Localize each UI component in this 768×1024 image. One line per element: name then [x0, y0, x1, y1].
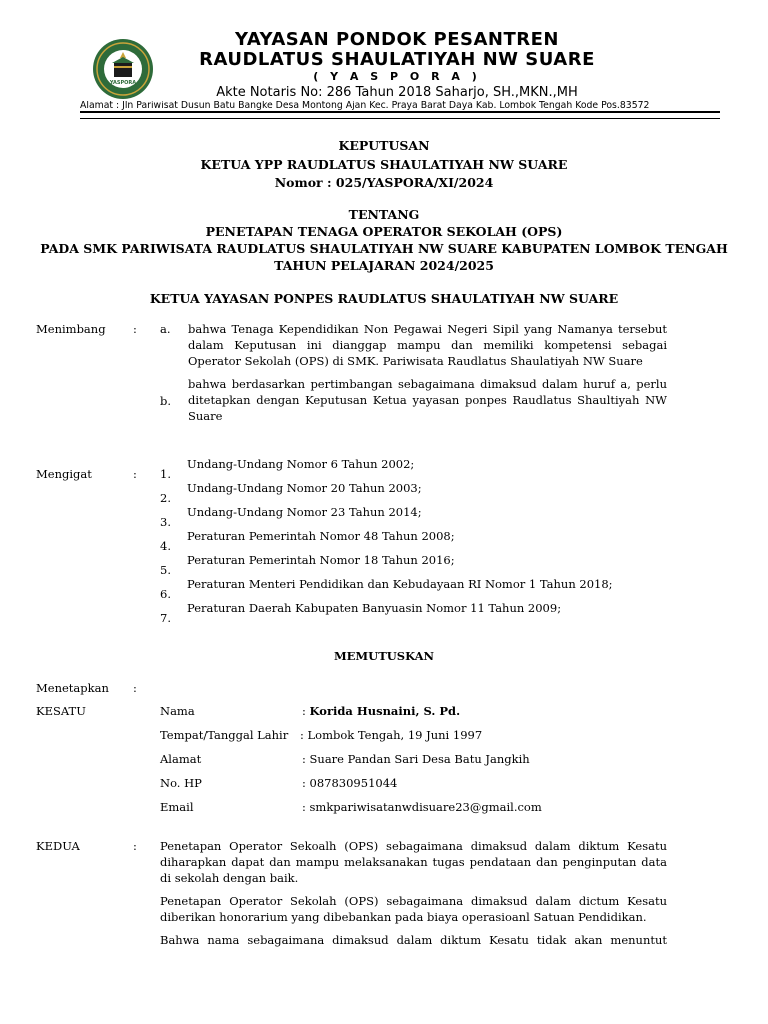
letterhead-rule-thin [80, 118, 720, 119]
decision-number: Nomor : 025/YASPORA/XI/2024 [274, 175, 494, 190]
menimbang-item-b-line3: Suare [188, 409, 223, 423]
foundation-abbreviation: ( Y A S P O R A ) [313, 70, 481, 83]
kedua-p2-line2: diberikan honorarium yang dibebankan pada biaya operasioanl Satuan Pendidikan. [160, 910, 647, 924]
mengingat-item: Peraturan Daerah Kabupaten Banyuasin Nomor 11 Tahun 2009; [187, 601, 562, 615]
mengingat-number: 4. [160, 539, 171, 553]
mengingat-colon: : [133, 467, 137, 481]
mengingat-number: 2. [160, 491, 171, 505]
field-key-ttl: Tempat/Tanggal Lahir [160, 728, 289, 742]
kesatu-label: KESATU [36, 704, 86, 718]
mengingat-item: Peraturan Menteri Pendidikan dan Kebudayaan RI Nomor 1 Tahun 2018; [187, 577, 613, 591]
decision-issuer-title: KETUA YPP RAUDLATUS SHAULATIYAH NW SUARE [200, 157, 568, 172]
subject-line1: PENETAPAN TENAGA OPERATOR SEKOLAH (OPS) [205, 224, 563, 239]
mengingat-number: 6. [160, 587, 171, 601]
menimbang-item-b-line1: bahwa berdasarkan pertimbangan sebagaimana dimaksud dalam huruf a, perlu [188, 377, 667, 391]
memutuskan-heading: MEMUTUSKAN [333, 649, 435, 663]
mengingat-number: 7. [160, 611, 171, 625]
logo-text: YASPORA [109, 80, 137, 86]
foundation-name-line2: RAUDLATUS SHAULATIYAH NW SUARE [199, 49, 595, 70]
kedua-p1-line3: di sekolah dengan baik. [160, 871, 299, 885]
menimbang-marker-b: b. [160, 394, 172, 408]
notary-deed: Akte Notaris No: 286 Tahun 2018 Saharjo, SH.,MKN.,MH [216, 85, 578, 100]
kedua-p2-line1: Penetapan Operator Sekolah (OPS) sebagaimana dimaksud dalam dictum Kesatu [160, 894, 667, 908]
field-value-hp: : 087830951044 [302, 776, 398, 790]
about-title: TENTANG [348, 207, 420, 222]
mengingat-item: Undang-Undang Nomor 20 Tahun 2003; [187, 481, 422, 495]
menetapkan-colon: : [133, 681, 137, 695]
address-line: Alamat : Jln Pariwisat Dusun Batu Bangke Desa Montong Ajan Kec. Praya Barat Daya Kab. Lombok Tengah Kode Pos.83572 [80, 101, 650, 111]
field-key-hp: No. HP [160, 776, 202, 790]
decision-title: KEPUTUSAN [338, 138, 430, 153]
field-value-email: : smkpariwisatanwdisuare23@gmail.com [302, 800, 542, 814]
menimbang-marker-a: a. [160, 322, 171, 336]
employee-name: Korida Husnaini, S. Pd. [309, 704, 461, 718]
subject-line3: TAHUN PELAJARAN 2024/2025 [274, 258, 494, 273]
field-value-ttl: : Lombok Tengah, 19 Juni 1997 [300, 728, 483, 742]
menimbang-item-a-line2: dalam Keputusan ini dianggap mampu dan memiliki kompetensi sebagai [188, 338, 667, 352]
field-key-nama: Nama [160, 704, 195, 718]
kedua-label: KEDUA [36, 839, 80, 853]
kedua-colon: : [133, 839, 137, 853]
mengingat-number: 1. [160, 467, 171, 481]
kedua-p3-line1: Bahwa nama sebagaimana dimaksud dalam diktum Kesatu tidak akan menuntut [160, 933, 667, 947]
yaspora-logo [92, 38, 154, 100]
field-key-email: Email [160, 800, 194, 814]
menimbang-item-a-line3: Operator Sekolah (OPS) di SMK. Pariwisata Raudlatus Shaulatiyah NW Suare [188, 354, 643, 368]
foundation-name-line1: YAYASAN PONDOK PESANTREN [235, 29, 559, 50]
field-value-nama: : Korida Husnaini, S. Pd. [302, 704, 461, 718]
menimbang-item-a-line1: bahwa Tenaga Kependidikan Non Pegawai Negeri Sipil yang Namanya tersebut [188, 322, 667, 336]
field-key-alamat: Alamat [160, 752, 202, 766]
letterhead-rule-thick [80, 111, 720, 113]
mengingat-item: Peraturan Pemerintah Nomor 48 Tahun 2008; [187, 529, 455, 543]
kedua-p1-line1: Penetapan Operator Sekoalh (OPS) sebagaimana dimaksud dalam diktum Kesatu [160, 839, 667, 853]
mengingat-item: Peraturan Pemerintah Nomor 18 Tahun 2016; [187, 553, 455, 567]
menimbang-label: Menimbang [36, 322, 106, 336]
menetapkan-label: Menetapkan [36, 681, 109, 695]
menimbang-colon: : [133, 322, 137, 336]
subject-line2: PADA SMK PARIWISATA RAUDLATUS SHAULATIYAH NW SUARE KABUPATEN LOMBOK TENGAH [40, 241, 728, 256]
mengingat-item: Undang-Undang Nomor 23 Tahun 2014; [187, 505, 422, 519]
menimbang-item-b-line2: ditetapkan dengan Keputusan Ketua yayasan ponpes Raudlatus Shaultiyah NW [188, 393, 667, 407]
kedua-p1-line2: diharapkan dapat dan mampu melaksanakan tugas pendataan dan penginputan data [160, 855, 667, 869]
mengingat-number: 3. [160, 515, 171, 529]
issuer-heading: KETUA YAYASAN PONPES RAUDLATUS SHAULATIYAH NW SUARE [149, 291, 619, 306]
mengingat-label: Mengigat [36, 467, 92, 481]
mengingat-item: Undang-Undang Nomor 6 Tahun 2002; [187, 457, 415, 471]
field-value-alamat: : Suare Pandan Sari Desa Batu Jangkih [302, 752, 530, 766]
mengingat-number: 5. [160, 563, 171, 577]
